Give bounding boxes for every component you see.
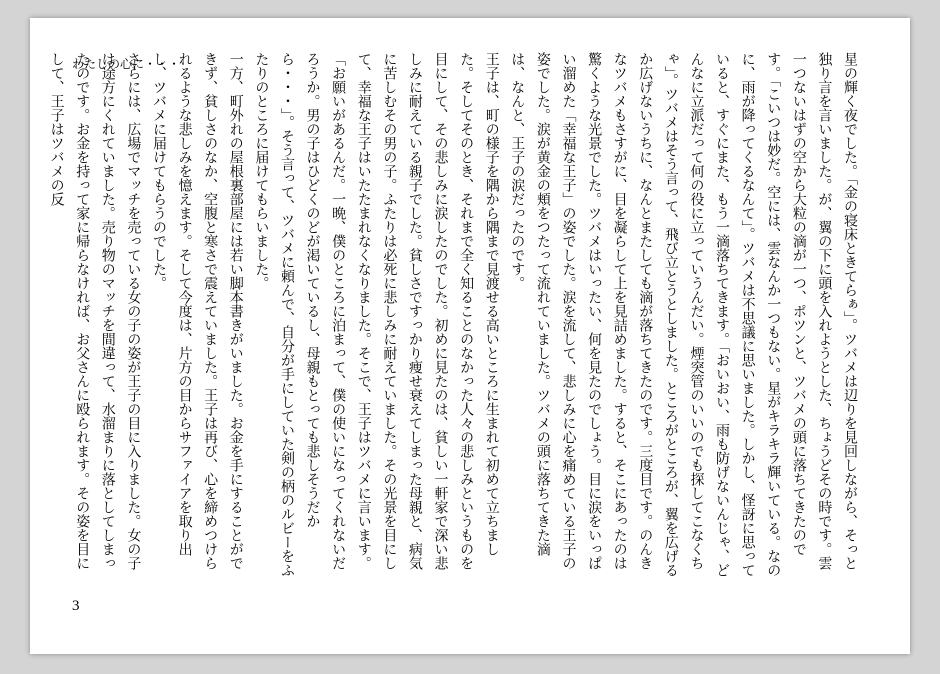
paragraph: 王子は、町の様子を隅から隅まで見渡せる高いところに生まれて初めて立ちました。そしてそのとき、それまで全く知ることのなかった人々の悲しみというものを目にして、その悲しみに涙したのでした。初めに見たのは、貧しい一軒家で深い悲しみに耐えている親子でした。貧しさですっかり痩せ衰えてしまった母親と、病気に苦しむその男の子。ふたりは必死に悲しみに耐えていました。その光景を目にして、幸福な王子はいたたまれなくなりました。そこで、王子はツバメに言います。「お願いがあるんだ。一晩、僕のところに泊まって、僕の使いになってくれないだろうか。男の子はひどくのどが渇いているし、母親もとっても悲しそうだから・・・」。そう言って、ツバメに頼んで、自分が手にしていた剣の柄のルビーをふたりのところに届けてもらいました。 — [253, 52, 500, 577]
running-head: わたしの心に・・・ — [72, 57, 181, 71]
paragraph: 一方、町外れの屋根裏部屋には若い脚本書きがいました。お金を手にすることができず、貧しさのなか、空腹と寒さで震えていました。王子は再び、心を締めつけられるような悲しみを憶えます。そして今度は、片方の目からサファイアを取り出し、ツバメに届けてもらうのでした。 — [150, 52, 244, 570]
paragraph: さらには、広場でマッチを売っている女の子の姿が王子の目に入りました。女の子は途方にくれていました。売り物のマッチを間違って、水溜まりに落としてしまったのです。お金を持って家に帰らなければ、お父さんに殴られます。その姿を目にして、王子はツバメの反 — [48, 52, 142, 570]
page-number: 3 — [72, 598, 80, 614]
paragraph: 星の輝く夜でした。「金の寝床ときてらぁ」。ツバメは辺りを見回しながら、そっと独り言を言いました。が、翼の下に頭を入れようとした、ちょうどその時です。雲一つないはずの空から大粒の滴が一つ、ポツンと、ツバメの頭に落ちてきたのです。「こいつは妙だ。空には、雲なんか一つもない。星がキラキラ輝いている。なのに、雨が降ってくるなんて」。ツバメは不思議に思いました。しかし、怪訝に思っていると、すぐにまた、もう一滴落ちてきます。「おいおい、雨も防げないんじゃ、どんなに立派だって何の役に立っていうんだい。煙突管のいいのでも探してこなくちゃ」。ツバメはそう言って、飛び立とうとしました。ところがところが、翼を広げるか広げないうちに、なんとまたしても滴が落ちてきたのです。三度目です。のんきなツバメもさすがに、目を凝らして上を見詰めました。すると、そこにあったのは驚くような光景でした。ツバメはいったい、何を見たのでしょう。目に涙をいっぱい溜めた「幸福な王子」の姿でした。涙を流して、悲しみに心を痛めている王子の姿でした。涙が黄金の頬をつたって流れていました。ツバメの頭に落ちてきた滴は、なんと、王子の涙だったのです。 — [509, 52, 858, 577]
document-page — [30, 18, 910, 654]
